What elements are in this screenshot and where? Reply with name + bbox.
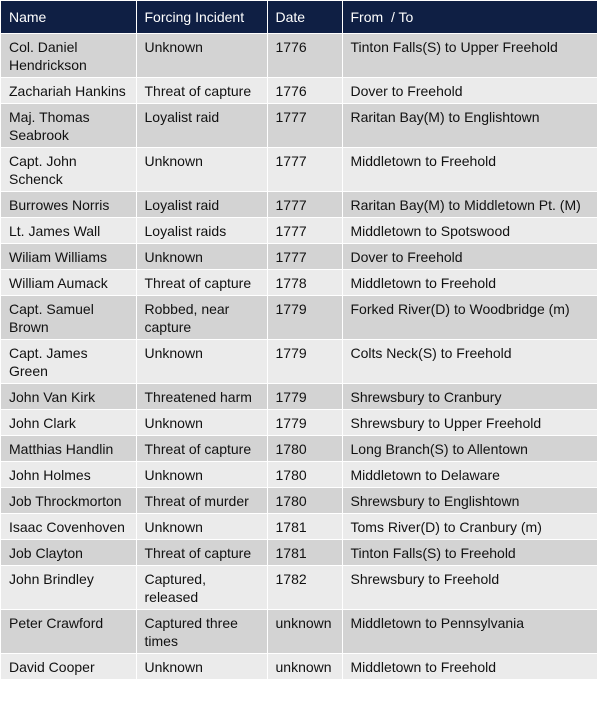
table-row [1,34,597,78]
refugee-table [1,1,597,680]
cell-date: 1776 [267,78,342,104]
cell-from-to: Long Branch(S) to Allentown [342,436,597,462]
cell-forcing-incident: Unknown [136,514,267,540]
cell-from-to: Tinton Falls(S) to Upper Freehold [342,34,597,78]
cell-name: Burrowes Norris [1,192,136,218]
cell-from-to: Middletown to Freehold [342,148,597,192]
cell-forcing-incident: Loyalist raids [136,218,267,244]
cell-forcing-incident: Threat of capture [136,270,267,296]
cell-from-to: Shrewsbury to Englishtown [342,488,597,514]
cell-date: 1777 [267,218,342,244]
table-row [1,270,597,296]
table-row [1,340,597,384]
cell-forcing-incident: Unknown [136,34,267,78]
cell-from-to: Shrewsbury to Upper Freehold [342,410,597,436]
cell-name: Capt. John Schenck [1,148,136,192]
cell-date: 1781 [267,540,342,566]
table-row [1,410,597,436]
cell-from-to: Raritan Bay(M) to Englishtown [342,104,597,148]
cell-forcing-incident: Threat of murder [136,488,267,514]
cell-name: William Aumack [1,270,136,296]
cell-forcing-incident: Threat of capture [136,436,267,462]
cell-forcing-incident: Unknown [136,410,267,436]
table-row [1,192,597,218]
cell-name: Maj. Thomas Seabrook [1,104,136,148]
cell-from-to: Raritan Bay(M) to Middletown Pt. (M) [342,192,597,218]
table-row [1,384,597,410]
cell-from-to: Middletown to Delaware [342,462,597,488]
cell-date: 1779 [267,340,342,384]
cell-date: 1778 [267,270,342,296]
cell-name: John Brindley [1,566,136,610]
cell-name: John Holmes [1,462,136,488]
cell-date: 1780 [267,462,342,488]
cell-from-to: Shrewsbury to Cranbury [342,384,597,410]
cell-from-to: Dover to Freehold [342,78,597,104]
header-name: Name [1,1,136,34]
cell-forcing-incident: Unknown [136,340,267,384]
header-row [1,1,597,34]
cell-forcing-incident: Unknown [136,654,267,680]
cell-date: 1777 [267,192,342,218]
cell-from-to: Dover to Freehold [342,244,597,270]
table-row [1,566,597,610]
cell-name: Col. Daniel Hendrickson [1,34,136,78]
cell-forcing-incident: Robbed, near capture [136,296,267,340]
cell-forcing-incident: Threatened harm [136,384,267,410]
cell-date: 1777 [267,148,342,192]
cell-from-to: Colts Neck(S) to Freehold [342,340,597,384]
cell-from-to: Toms River(D) to Cranbury (m) [342,514,597,540]
refugee-table-container [1,1,597,680]
cell-name: Isaac Covenhoven [1,514,136,540]
table-row [1,610,597,654]
cell-date: 1777 [267,244,342,270]
cell-date: 1777 [267,104,342,148]
cell-date: 1782 [267,566,342,610]
cell-name: Capt. James Green [1,340,136,384]
cell-name: Matthias Handlin [1,436,136,462]
cell-from-to: Shrewsbury to Freehold [342,566,597,610]
header-from-to: From / To [342,1,597,34]
table-row [1,148,597,192]
cell-name: Wiliam Williams [1,244,136,270]
table-row [1,218,597,244]
header-date: Date [267,1,342,34]
cell-name: Job Clayton [1,540,136,566]
cell-from-to: Middletown to Freehold [342,270,597,296]
cell-forcing-incident: Loyalist raid [136,104,267,148]
cell-date: 1779 [267,410,342,436]
table-row [1,78,597,104]
table-row [1,296,597,340]
cell-name: Zachariah Hankins [1,78,136,104]
cell-from-to: Middletown to Freehold [342,654,597,680]
cell-forcing-incident: Captured three times [136,610,267,654]
table-row [1,654,597,680]
table-row [1,462,597,488]
cell-name: John Van Kirk [1,384,136,410]
cell-from-to: Forked River(D) to Woodbridge (m) [342,296,597,340]
cell-forcing-incident: Unknown [136,244,267,270]
table-row [1,540,597,566]
cell-forcing-incident: Threat of capture [136,540,267,566]
header-forcing-incident: Forcing Incident [136,1,267,34]
cell-name: Lt. James Wall [1,218,136,244]
table-row [1,514,597,540]
cell-date: unknown [267,610,342,654]
cell-date: 1779 [267,296,342,340]
table-row [1,436,597,462]
cell-name: David Cooper [1,654,136,680]
cell-from-to: Middletown to Spotswood [342,218,597,244]
cell-name: Capt. Samuel Brown [1,296,136,340]
cell-name: Peter Crawford [1,610,136,654]
cell-date: 1779 [267,384,342,410]
cell-forcing-incident: Captured, released [136,566,267,610]
cell-date: unknown [267,654,342,680]
table-row [1,488,597,514]
cell-date: 1781 [267,514,342,540]
cell-from-to: Tinton Falls(S) to Freehold [342,540,597,566]
cell-forcing-incident: Threat of capture [136,78,267,104]
cell-name: Job Throckmorton [1,488,136,514]
table-body [1,34,597,680]
cell-forcing-incident: Unknown [136,462,267,488]
cell-date: 1776 [267,34,342,78]
cell-forcing-incident: Loyalist raid [136,192,267,218]
cell-date: 1780 [267,488,342,514]
cell-forcing-incident: Unknown [136,148,267,192]
table-row [1,244,597,270]
table-row [1,104,597,148]
cell-name: John Clark [1,410,136,436]
cell-from-to: Middletown to Pennsylvania [342,610,597,654]
cell-date: 1780 [267,436,342,462]
